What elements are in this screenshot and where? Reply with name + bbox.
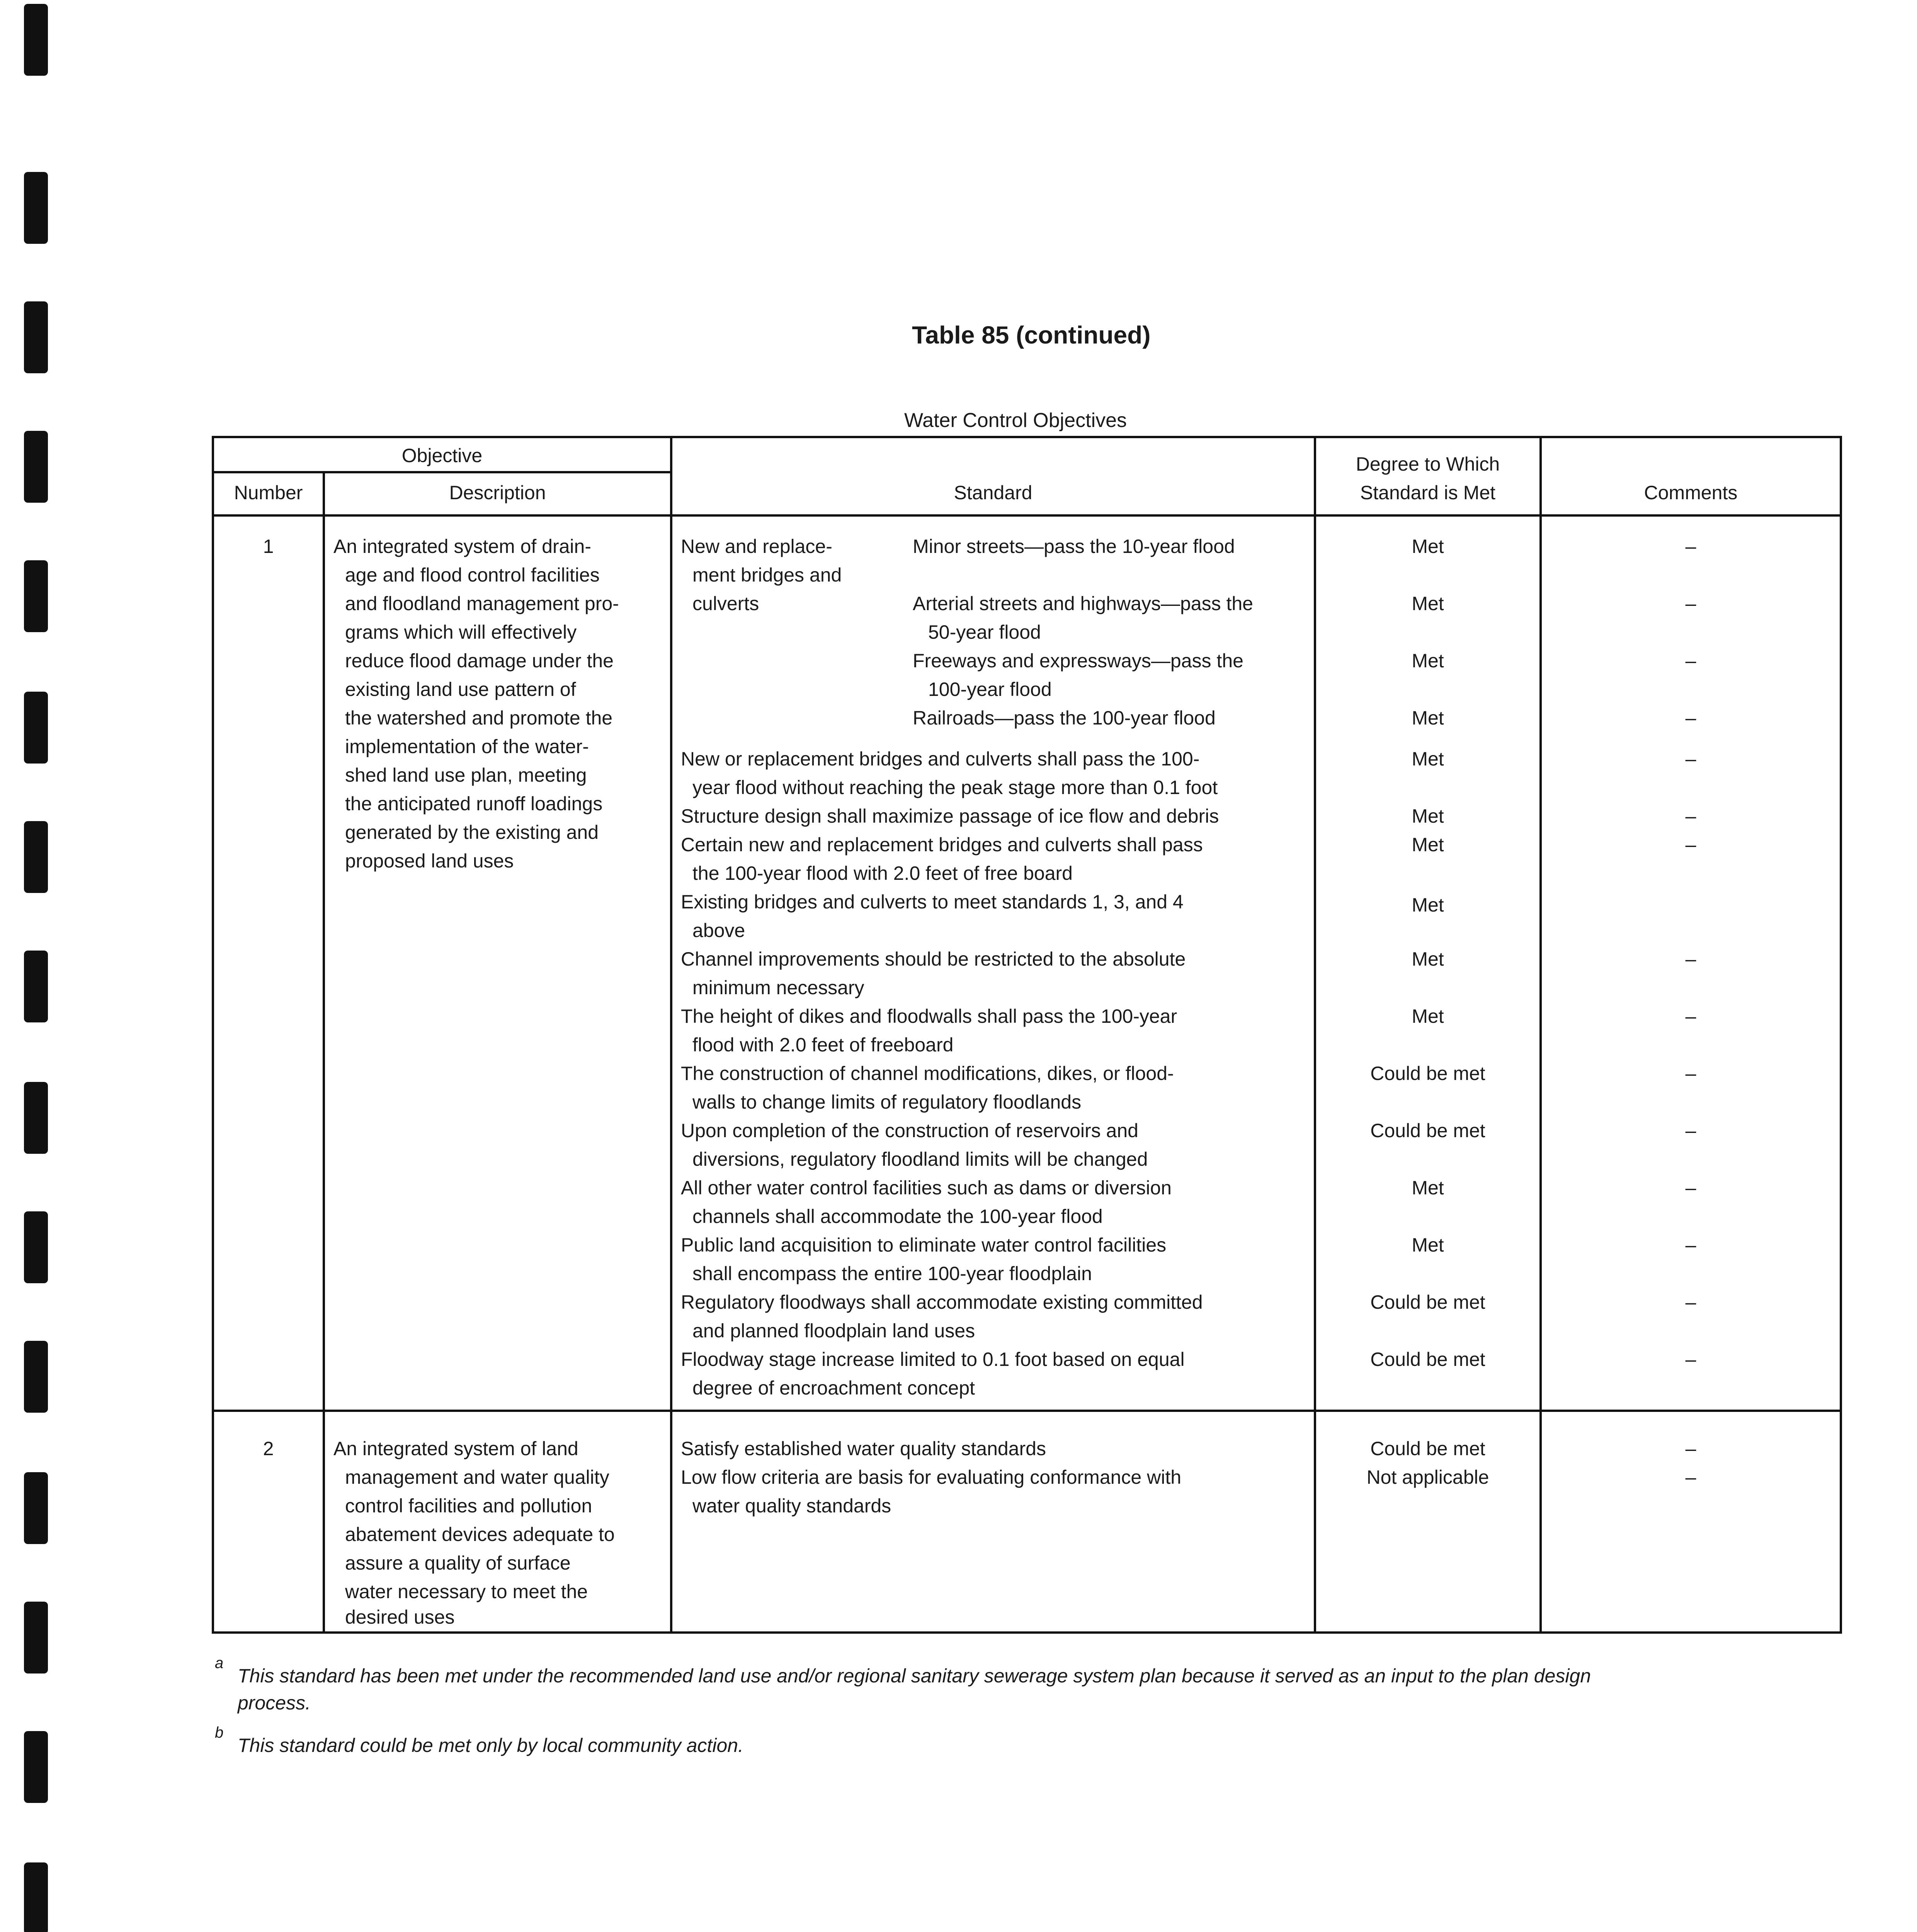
standard-line: New or replacement bridges and culverts shall pass the 100-: [681, 748, 1200, 770]
standard-line: degree of encroachment concept: [692, 1377, 975, 1399]
bridge-category-line: ment bridges and: [692, 564, 842, 586]
standard-line: All other water control facilities such as dams or diversion: [681, 1177, 1172, 1199]
degree-met-value: Met: [1412, 805, 1444, 827]
binder-hole: [24, 692, 48, 764]
standard-line: Public land acquisition to eliminate water control facilities: [681, 1234, 1167, 1256]
footnote-mark: a: [215, 1655, 224, 1672]
binder-hole: [24, 821, 48, 893]
bridge-standard-line: Freeways and expressways—pass the: [913, 650, 1243, 672]
comment-value: –: [1685, 1234, 1696, 1256]
bridge-standard-line: Arterial streets and highways—pass the: [913, 593, 1253, 614]
standard-line: minimum necessary: [692, 977, 864, 998]
table-title: Table 85 (continued): [912, 321, 1151, 349]
comment-value: –: [1685, 1063, 1696, 1084]
water-control-objectives-table: [212, 436, 1842, 1634]
comment-value: –: [1685, 1349, 1696, 1370]
column-divider: [670, 438, 672, 1631]
header-degree-line2: Standard is Met: [1360, 482, 1496, 503]
table-subtitle: Water Control Objectives: [904, 409, 1127, 432]
objective-description-line: and floodland management pro-: [345, 593, 619, 614]
bridge-standard-line: Railroads—pass the 100-year flood: [913, 707, 1216, 729]
comment-value: –: [1685, 593, 1696, 614]
objective-description-line: age and flood control facilities: [345, 564, 600, 586]
standard-line: The height of dikes and floodwalls shall pass the 100-year: [681, 1005, 1177, 1027]
standard-line: shall encompass the entire 100-year floodplain: [692, 1263, 1092, 1284]
comment-value: –: [1685, 834, 1696, 855]
degree-met-value: Met: [1412, 748, 1444, 770]
degree-met-value: Could be met: [1370, 1063, 1485, 1084]
standard-line: The construction of channel modifications, dikes, or flood-: [681, 1063, 1174, 1084]
header-objective: Objective: [401, 445, 483, 466]
binder-hole: [24, 431, 48, 503]
binder-hole: [24, 4, 48, 76]
standard-line: Floodway stage increase limited to 0.1 foot based on equal: [681, 1349, 1185, 1370]
comment-value: –: [1685, 1291, 1696, 1313]
degree-met-value: Could be met: [1370, 1120, 1485, 1141]
header-description: Description: [449, 482, 546, 503]
standard-line: Existing bridges and culverts to meet standards 1, 3, and 4: [681, 891, 1184, 913]
column-divider: [323, 471, 325, 1631]
standard-line: channels shall accommodate the 100-year flood: [692, 1206, 1103, 1227]
degree-met-value: Met: [1412, 650, 1444, 672]
degree-met-value: Met: [1412, 1234, 1444, 1256]
bridge-standard-line: Minor streets—pass the 10-year flood: [913, 536, 1235, 557]
degree-met-value: Met: [1412, 948, 1444, 970]
binder-hole: [24, 1211, 48, 1283]
objective-description-line: generated by the existing and: [345, 821, 599, 843]
binder-hole: [24, 951, 48, 1022]
objective-description-line: control facilities and pollution: [345, 1495, 592, 1517]
standard-line: Structure design shall maximize passage of ice flow and debris: [681, 805, 1219, 827]
footnote-text-line: process.: [238, 1692, 311, 1714]
objective-description-line: grams which will effectively: [345, 621, 577, 643]
objective-description-line: shed land use plan, meeting: [345, 764, 587, 786]
objective-description-line: An integrated system of drain-: [333, 536, 591, 557]
binder-hole: [24, 1472, 48, 1544]
degree-met-value: Met: [1412, 834, 1444, 855]
objective-description-line: An integrated system of land: [333, 1438, 578, 1459]
standard-line: Satisfy established water quality standards: [681, 1438, 1046, 1459]
objective-description-line: proposed land uses: [345, 850, 514, 872]
row-separator: [214, 1410, 1840, 1412]
degree-met-value: Met: [1412, 593, 1444, 614]
standard-line: Channel improvements should be restricted to the absolute: [681, 948, 1186, 970]
bridge-standard-line: 100-year flood: [928, 679, 1052, 700]
objective-description-line: water necessary to meet the: [345, 1581, 588, 1602]
header-standard: Standard: [954, 482, 1032, 503]
binder-hole: [24, 1082, 48, 1154]
binder-hole: [24, 1862, 48, 1932]
binder-hole: [24, 1341, 48, 1413]
binder-holes: [0, 0, 62, 1932]
standard-line: flood with 2.0 feet of freeboard: [692, 1034, 954, 1056]
standard-line: and planned floodplain land uses: [692, 1320, 975, 1342]
comment-value: –: [1685, 805, 1696, 827]
objective-description-line: the watershed and promote the: [345, 707, 613, 729]
comment-value: –: [1685, 1177, 1696, 1199]
comment-value: –: [1685, 1120, 1696, 1141]
degree-met-value: Met: [1412, 536, 1444, 557]
objective-description-line: desired uses: [345, 1606, 455, 1628]
objective-description-line: implementation of the water-: [345, 736, 589, 757]
binder-hole: [24, 1602, 48, 1673]
objective-description-line: management and water quality: [345, 1466, 609, 1488]
standard-line: Certain new and replacement bridges and culverts shall pass: [681, 834, 1203, 855]
objective-description-line: abatement devices adequate to: [345, 1524, 615, 1545]
footnote-text-line: This standard has been met under the recommended land use and/or regional sanitary sewerage system plan because it served as an input to the plan design: [238, 1665, 1591, 1687]
standard-line: year flood without reaching the peak stage more than 0.1 foot: [692, 777, 1218, 798]
objective-description-line: reduce flood damage under the: [345, 650, 614, 672]
header-degree-line1: Degree to Which: [1356, 453, 1500, 475]
degree-met-value: Could be met: [1370, 1349, 1485, 1370]
degree-met-value: Met: [1412, 1177, 1444, 1199]
degree-met-value: Met: [1412, 1005, 1444, 1027]
standard-line: walls to change limits of regulatory floodlands: [692, 1091, 1082, 1113]
comment-value: –: [1685, 1438, 1696, 1459]
footnote-text-line: This standard could be met only by local community action.: [238, 1735, 743, 1756]
degree-met-value: Met: [1412, 894, 1444, 916]
standard-line: diversions, regulatory floodland limits will be changed: [692, 1148, 1148, 1170]
standard-line: Low flow criteria are basis for evaluating conformance with: [681, 1466, 1182, 1488]
comment-value: –: [1685, 748, 1696, 770]
binder-hole: [24, 560, 48, 632]
bridge-category-line: New and replace-: [681, 536, 832, 557]
standard-line: Regulatory floodways shall accommodate existing committed: [681, 1291, 1203, 1313]
degree-met-value: Not applicable: [1366, 1466, 1489, 1488]
comment-value: –: [1685, 536, 1696, 557]
header-number: Number: [234, 482, 303, 503]
bridge-standard-line: 50-year flood: [928, 621, 1041, 643]
degree-met-value: Could be met: [1370, 1438, 1485, 1459]
bridge-category-line: culverts: [692, 593, 759, 614]
binder-hole: [24, 301, 48, 373]
comment-value: –: [1685, 948, 1696, 970]
standard-line: water quality standards: [692, 1495, 891, 1517]
comment-value: –: [1685, 1005, 1696, 1027]
header-objective-divider: [214, 471, 670, 473]
binder-hole: [24, 1731, 48, 1803]
objective-description-line: existing land use pattern of: [345, 679, 576, 700]
header-bottom-rule: [214, 514, 1840, 517]
objective-number: 2: [263, 1438, 274, 1459]
header-comments: Comments: [1644, 482, 1738, 503]
comment-value: –: [1685, 707, 1696, 729]
objective-description-line: the anticipated runoff loadings: [345, 793, 603, 815]
standard-line: the 100-year flood with 2.0 feet of free board: [692, 862, 1073, 884]
footnote-mark: b: [215, 1724, 224, 1741]
objective-description-line: assure a quality of surface: [345, 1552, 571, 1574]
comment-value: –: [1685, 1466, 1696, 1488]
comment-value: –: [1685, 650, 1696, 672]
objective-number: 1: [263, 536, 274, 557]
standard-line: above: [692, 920, 745, 941]
degree-met-value: Met: [1412, 707, 1444, 729]
standard-line: Upon completion of the construction of reservoirs and: [681, 1120, 1138, 1141]
binder-hole: [24, 172, 48, 244]
degree-met-value: Could be met: [1370, 1291, 1485, 1313]
